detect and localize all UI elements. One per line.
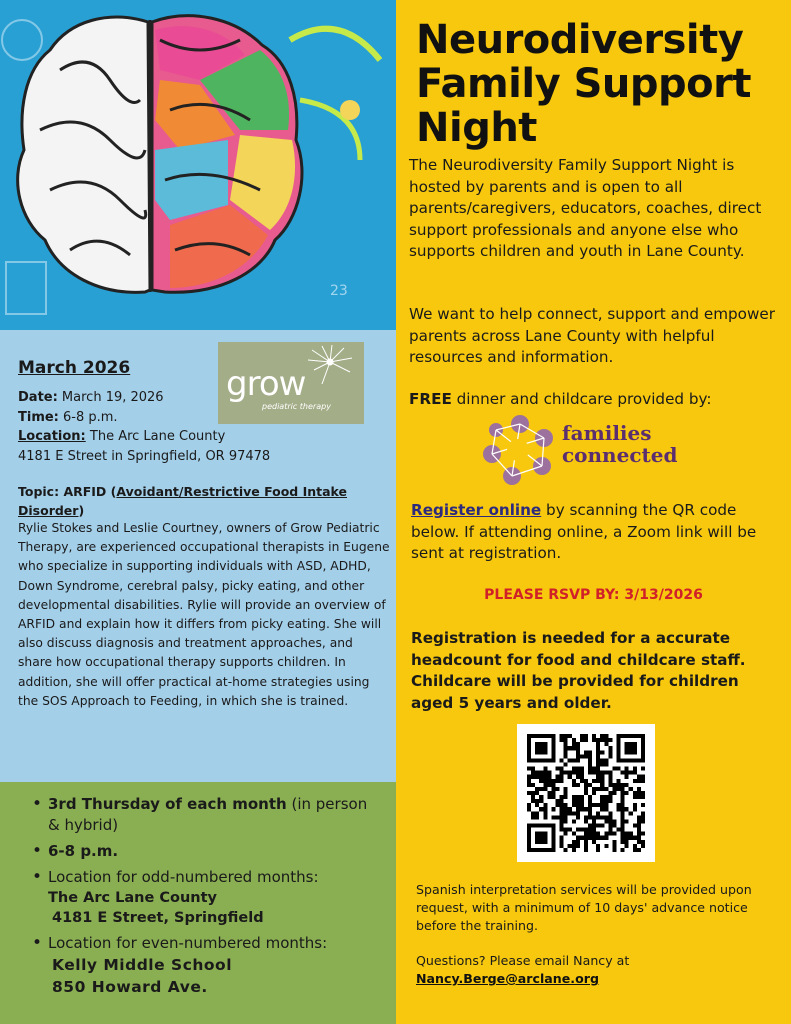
registration-qr-code[interactable] xyxy=(517,724,655,862)
list-item: • 6-8 p.m. xyxy=(32,841,382,862)
event-details xyxy=(18,388,348,466)
contact-text: Questions? Please email Nancy at xyxy=(416,953,630,968)
register-paragraph: Register online by scanning the QR code below. If attending online, a Zoom link will be sent at registration. xyxy=(411,501,757,562)
list-item: • Location for odd-numbered months: The Arc Lane County 4181 E Street, Springfield xyxy=(32,867,382,928)
svg-text:23: 23 xyxy=(330,283,348,299)
free-dinner-note: FREE dinner and childcare provided by: xyxy=(409,390,712,408)
contact-info xyxy=(416,952,781,988)
qr-code-icon xyxy=(527,734,645,852)
contact-email-link[interactable]: Nancy.Berge@arclane.org xyxy=(416,971,599,986)
registration-note: Registration is needed for a accurate headcount for food and childcare staff. Childcare will be provided for children aged 5 years and older. xyxy=(411,629,746,712)
dandelion-icon xyxy=(302,344,362,388)
schedule-list xyxy=(32,794,382,1003)
topic-heading: Topic: ARFID (Avoidant/Restrictive Food Intake Disorder) xyxy=(18,484,347,518)
event-time: Time: 6-8 p.m. xyxy=(18,409,118,425)
families-connected-logo xyxy=(482,414,682,486)
info-column xyxy=(396,0,791,1024)
event-location: Location: The Arc Lane County xyxy=(18,429,226,444)
list-item: • Location for even-numbered months: Kelly Middle School 850 Howard Ave. xyxy=(32,933,382,998)
list-item: • 3rd Thursday of each month (in person & hybrid) xyxy=(32,794,382,836)
event-date: Date: March 19, 2026 xyxy=(18,390,164,405)
brain-illustration xyxy=(0,0,396,330)
families-connected-wordmark: families connected xyxy=(562,421,678,467)
network-icon xyxy=(482,414,558,486)
intro-paragraph: The Neurodiversity Family Support Night is hosted by parents and is open to all parents/caregivers, educators, coaches, direct support professionals and anyone else who supports children and youth in Lane County. xyxy=(409,156,762,260)
interpretation-note: Spanish interpretation services will be provided upon request, with a minimum of 10 days' advance notice before the training. xyxy=(416,882,752,933)
register-online-link[interactable]: Register online xyxy=(411,501,542,519)
grow-logo-word: grow xyxy=(226,364,306,404)
event-address: 4181 E Street in Springfield, OR 97478 xyxy=(18,448,271,464)
rsvp-deadline: PLEASE RSVP BY: 3/13/2026 xyxy=(484,587,703,603)
event-month: March 2026 xyxy=(18,358,131,378)
page-title: Neurodiversity Family Support Night xyxy=(416,17,751,151)
topic-description: Rylie Stokes and Leslie Courtney, owners of Grow Pediatric Therapy, are experienced occupational therapists in Eugene who specialize in supporting individuals with ASD, ADHD, Down Syndrome, cerebral palsy, picky eating, and other developmental disabilities. Rylie will provide an overview of ARFID and explain how it differs from picky eating. She will also discuss diagnosis and treatment approaches, and share how occupational therapy supports children. In addition, she will offer practical at-home strategies using the SOS Approach to Feeding, in which she is trained. xyxy=(18,521,390,708)
brain-image xyxy=(0,0,396,330)
mission-paragraph: We want to help connect, support and empower parents across Lane County with helpful resources and information. xyxy=(409,305,775,366)
grow-logo-sub: pediatric therapy xyxy=(262,402,331,411)
